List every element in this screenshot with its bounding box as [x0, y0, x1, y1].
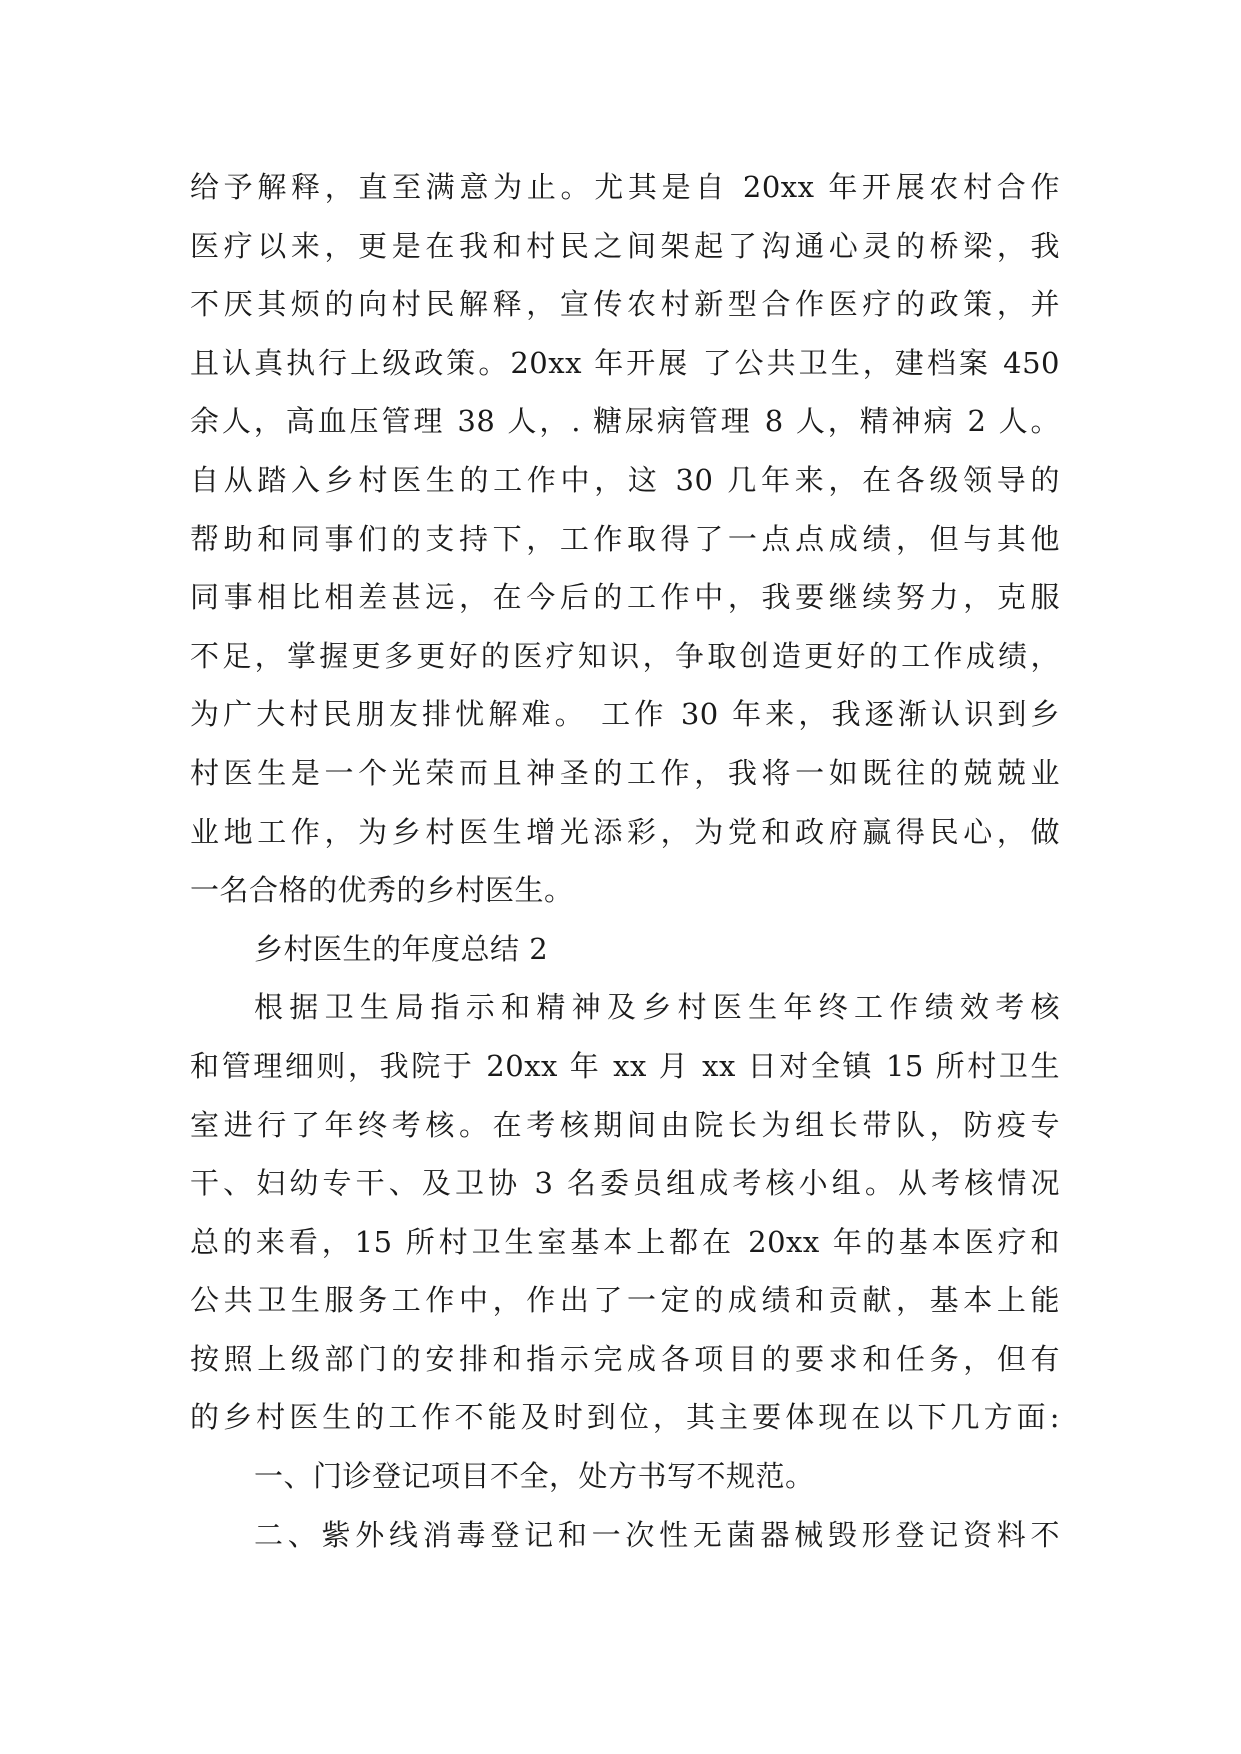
paragraph-line: 总的来看，15 所村卫生室基本上都在 20xx 年的基本医疗和	[190, 1224, 1060, 1259]
paragraph-line: 同事相比相差甚远，在今后的工作中，我要继续努力，克服	[190, 580, 1060, 615]
paragraph-line: 为广大村民朋友排忧解难。 工作 30 年来，我逐渐认识到乡	[190, 697, 1060, 732]
section-heading: 乡村医生的年度总结 2	[254, 931, 549, 966]
paragraph-line: 一名合格的优秀的乡村医生。	[190, 873, 574, 908]
paragraph-line: 不足，掌握更多更好的医疗知识，争取创造更好的工作成绩，	[190, 638, 1060, 673]
paragraph-line: 业地工作，为乡村医生增光添彩，为党和政府赢得民心，做	[190, 814, 1060, 849]
paragraph-line: 根据卫生局指示和精神及乡村医生年终工作绩效考核	[254, 990, 1060, 1025]
paragraph-line: 干、妇幼专干、及卫协 3 名委员组成考核小组。从考核情况	[190, 1166, 1060, 1201]
paragraph-line: 给予解释，直至满意为止。尤其是自 20xx 年开展农村合作	[190, 170, 1060, 204]
paragraph-line: 帮助和同事们的支持下，工作取得了一点点成绩，但与其他	[190, 521, 1060, 556]
paragraph-line: 和管理细则，我院于 20xx 年 xx 月 xx 日对全镇 15 所村卫生	[190, 1048, 1060, 1083]
list-item: 一、门诊登记项目不全，处方书写不规范。	[254, 1459, 815, 1494]
paragraph-line: 室进行了年终考核。在考核期间由院长为组长带队，防疫专	[190, 1107, 1060, 1142]
document-body	[190, 158, 1060, 1564]
paragraph-line: 余人，高血压管理 38 人，. 糖尿病管理 8 人，精神病 2 人。	[190, 404, 1060, 439]
list-item: 二、紫外线消毒登记和一次性无菌器械毁形登记资料不	[254, 1517, 1060, 1552]
paragraph-line: 村医生是一个光荣而且神圣的工作，我将一如既往的兢兢业	[190, 755, 1060, 790]
paragraph-line: 自从踏入乡村医生的工作中，这 30 几年来，在各级领导的	[190, 462, 1060, 497]
paragraph-line: 的乡村医生的工作不能及时到位，其主要体现在以下几方面:	[190, 1400, 1060, 1435]
paragraph-line: 医疗以来，更是在我和村民之间架起了沟通心灵的桥梁，我	[190, 228, 1060, 263]
paragraph-line: 按照上级部门的安排和指示完成各项目的要求和任务，但有	[190, 1341, 1060, 1376]
paragraph-line: 不厌其烦的向村民解释，宣传农村新型合作医疗的政策，并	[190, 287, 1060, 322]
paragraph-line: 且认真执行上级政策。20xx 年开展 了公共卫生，建档案 450	[190, 345, 1060, 380]
paragraph-line: 公共卫生服务工作中，作出了一定的成绩和贡献，基本上能	[190, 1283, 1060, 1318]
